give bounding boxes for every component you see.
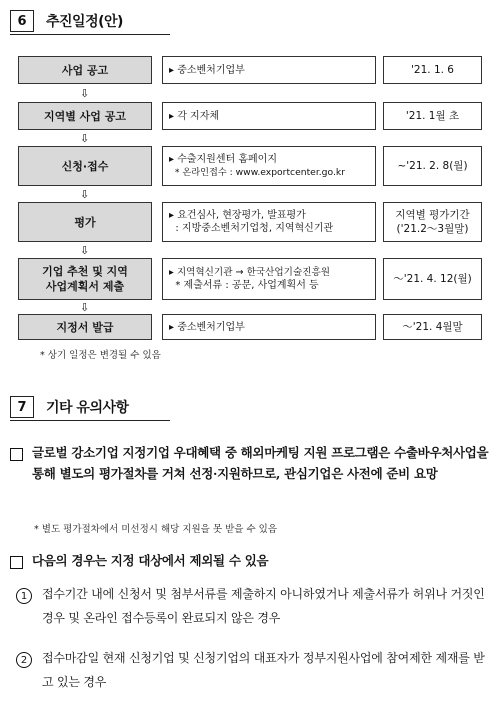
circled-number-icon: 1 [16, 588, 32, 604]
section-number: 6 [10, 10, 34, 32]
schedule-row [18, 102, 482, 130]
org-line: ▸ 중소벤처기업부 [169, 64, 245, 76]
notice-paragraph: 글로벌 강소기업 지정기업 우대혜택 중 해외마케팅 지원 프로그램은 수출바우처사업을 통해 별도의 평가절차를 거쳐 선정·지원하므로, 관심기업은 사전에 준비 요망 [32, 445, 489, 481]
org-line: ▸ 각 지자체 [169, 110, 220, 122]
schedule-note: * 상기 일정은 변경될 수 있음 [40, 350, 161, 361]
schedule-org [162, 56, 376, 84]
section-number: 7 [10, 396, 34, 418]
section-title: 추진일정(안) [46, 14, 123, 30]
schedule-row [18, 56, 482, 84]
schedule-org [162, 202, 376, 242]
section-underline [10, 34, 170, 35]
schedule-date: ~'21. 2. 8(월) [383, 146, 482, 186]
notice-paragraph: 다음의 경우는 지정 대상에서 제외될 수 있음 [32, 553, 269, 568]
org-line: * 온라인접수 : www.exportcenter.go.kr [169, 167, 345, 178]
circled-number-icon: 2 [16, 652, 32, 668]
schedule-org [162, 258, 376, 300]
section-7-heading [10, 396, 129, 418]
schedule-org [162, 146, 376, 186]
org-line: ▸ 중소벤처기업부 [169, 321, 245, 333]
org-line: * 제출서류 : 공문, 사업계획서 등 [169, 280, 319, 291]
schedule-row [18, 258, 482, 300]
schedule-date: ～'21. 4월말 [383, 314, 482, 340]
schedule-row [18, 314, 482, 340]
org-line: : 지방중소벤처기업청, 지역혁신기관 [169, 223, 334, 234]
schedule-org [162, 102, 376, 130]
down-arrow-icon: ⇩ [80, 87, 90, 100]
down-arrow-icon: ⇩ [80, 188, 90, 201]
down-arrow-icon: ⇩ [80, 132, 90, 145]
schedule-date: '21. 1월 초 [383, 102, 482, 130]
schedule-date: '21. 1. 6 [383, 56, 482, 84]
schedule-step: 평가 [18, 202, 152, 242]
org-line: ▸ 지역혁신기관 → 한국산업기술진흥원 [169, 267, 331, 278]
notice-subnote: * 별도 평가절차에서 미선정시 해당 지원을 못 받을 수 있음 [34, 524, 277, 535]
down-arrow-icon: ⇩ [80, 244, 90, 257]
checkbox-square-icon [10, 448, 23, 461]
down-arrow-icon: ⇩ [80, 301, 90, 314]
schedule-step: 지정서 발급 [18, 314, 152, 340]
org-line: ▸ 수출지원센터 홈페이지 [169, 154, 277, 165]
schedule-row [18, 146, 482, 186]
checkbox-square-icon [10, 556, 23, 569]
schedule-step: 기업 추천 및 지역 사업계획서 제출 [18, 258, 152, 300]
schedule-org [162, 314, 376, 340]
schedule-step: 지역별 사업 공고 [18, 102, 152, 130]
section-title: 기타 유의사항 [46, 400, 129, 416]
schedule-step: 신청·접수 [18, 146, 152, 186]
schedule-date: ～'21. 4. 12(월) [383, 258, 482, 300]
schedule-date: 지역별 평가기간 ('21.2～3월말) [383, 202, 482, 242]
list-item: 접수마감일 현재 신청기업 및 신청기업의 대표자가 정부지원사업에 참여제한 제재를 받고 있는 경우 [42, 651, 485, 689]
schedule-step: 사업 공고 [18, 56, 152, 84]
section-6-heading [10, 10, 123, 32]
org-line: ▸ 요건심사, 현장평가, 발표평가 [169, 210, 306, 221]
section-underline [10, 420, 170, 421]
schedule-row [18, 202, 482, 242]
list-item: 접수기간 내에 신청서 및 첨부서류를 제출하지 아니하였거나 제출서류가 허위나 거짓인 경우 및 온라인 접수등록이 완료되지 않은 경우 [42, 587, 485, 625]
